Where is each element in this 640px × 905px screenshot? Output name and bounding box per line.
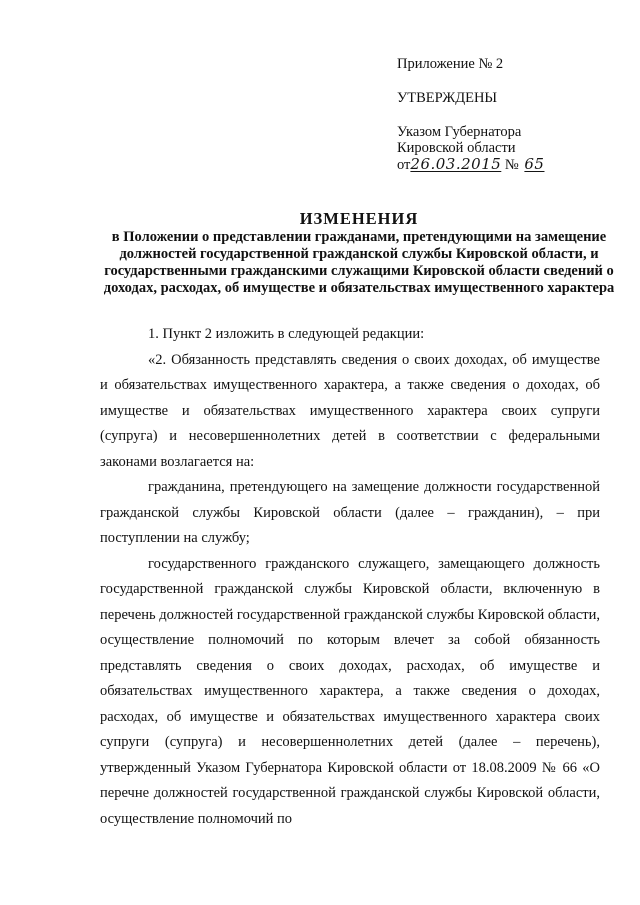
paragraph: государственного гражданского служащего, замещающего должность государственной гражданской службы Кировской области, включенную в перечень должностей государственной гражданской службы Кировской области, осуществление полномочий по которым влечет за собой обязанность представлять сведения о своих доходах, расходах, об имуществе и обязательствах имущественного характера, а также сведения о доходах, расходах, об имуществе и обязательствах имущественного характера своих супруги (супруга) и несовершеннолетних детей (далее – перечень), утвержденный Указом Губернатора Кировской области от 18.08.2009 № 66 «О перечне должностей государственной гражданской службы Кировской области, осуществление полномочий по	[100, 555, 600, 827]
paragraph: 1. Пункт 2 изложить в следующей редакции:	[148, 326, 425, 342]
document-body	[100, 322, 600, 832]
handwritten-date: 26.03.2015	[410, 155, 502, 173]
decree-line-1: Указом Губернатора	[397, 124, 522, 140]
approval-block	[397, 56, 544, 173]
number-sign: №	[504, 157, 519, 173]
from-prefix: от	[397, 157, 411, 173]
paragraph: гражданина, претендующего на замещение должности государственной гражданской службы Кировской области (далее – гражданин), – при поступлении на службу;	[100, 479, 600, 546]
document-subtitle: в Положении о представлении гражданами, претендующими на замещение должностей государственной гражданской службы Кировской области, и государственными гражданскими служащими Кировской области сведений о доходах, расходах, об имуществе и обязательствах имущественного характера	[103, 229, 615, 296]
decree-line-2: Кировской области	[397, 140, 516, 156]
paragraph: «2. Обязанность представлять сведения о своих доходах, об имуществе и обязательствах имущественного характера, а также сведения о доходах, об имуществе и обязательствах имущественного характера своих супруги (супруга) и несовершеннолетних детей в соответствии с федеральными законами возлагается на:	[100, 351, 600, 470]
appendix-label: Приложение № 2	[397, 56, 504, 72]
decree-date-line	[397, 156, 544, 173]
handwritten-number: 65	[524, 155, 545, 173]
approved-label: УТВЕРЖДЕНЫ	[397, 90, 498, 106]
document-title: ИЗМЕНЕНИЯ	[299, 209, 419, 228]
